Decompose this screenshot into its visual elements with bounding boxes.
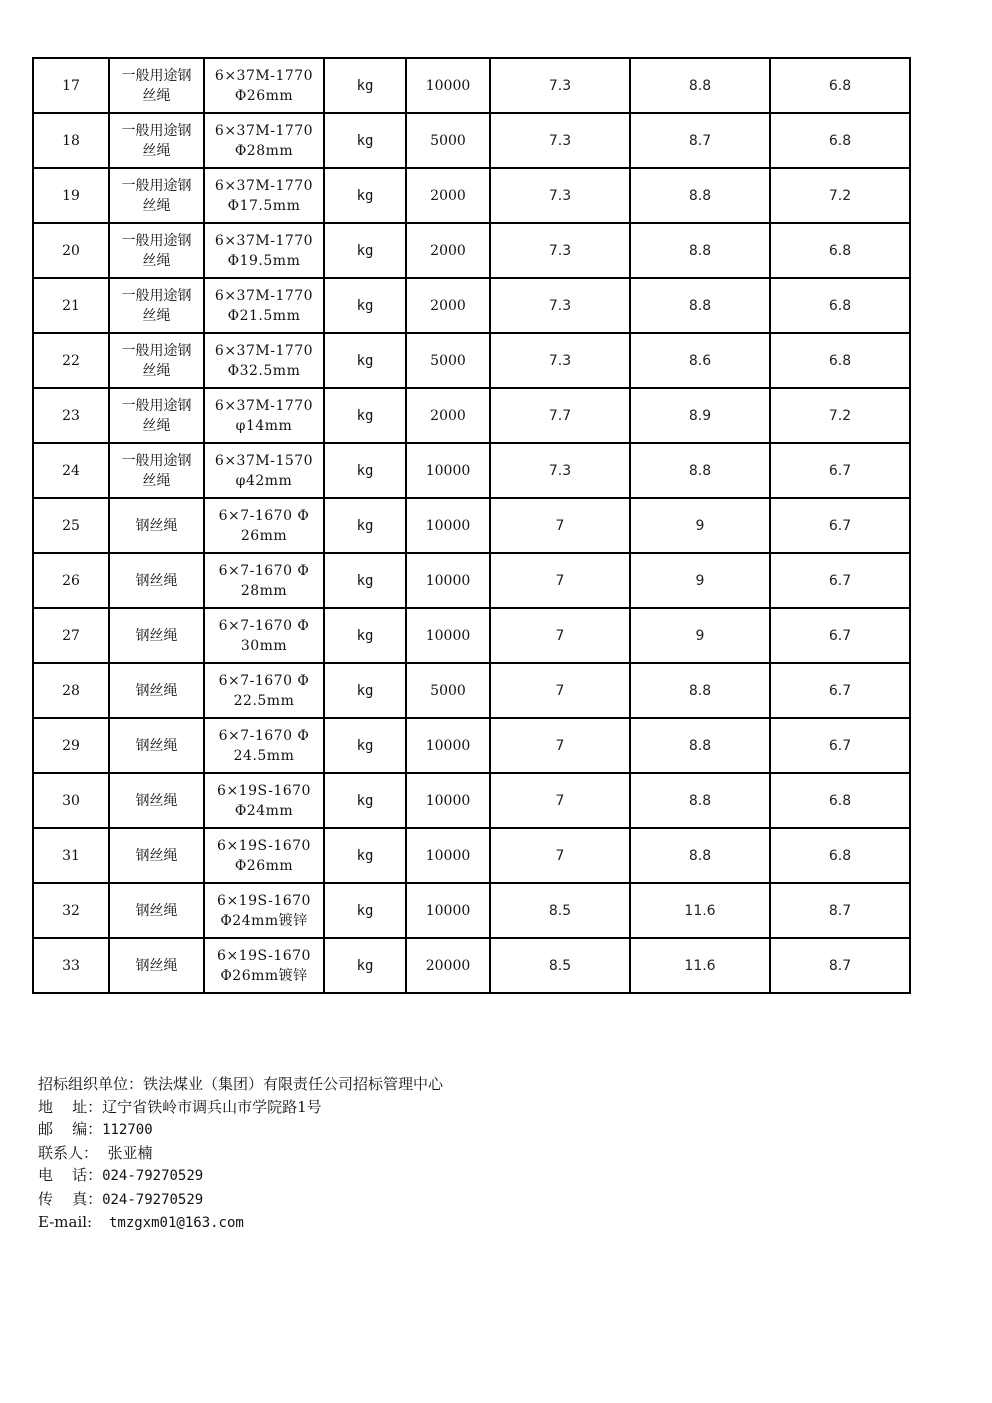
item-name xyxy=(109,773,204,828)
item-unit: kg xyxy=(324,663,406,718)
price-1: 7 xyxy=(490,718,630,773)
item-quantity: 10000 xyxy=(406,608,490,663)
item-name xyxy=(109,718,204,773)
item-name xyxy=(109,333,204,388)
price-2: 8.8 xyxy=(630,58,770,113)
contact-row xyxy=(38,1211,443,1235)
item-quantity: 2000 xyxy=(406,388,490,443)
price-3: 6.8 xyxy=(770,58,910,113)
item-spec xyxy=(204,773,324,828)
row-number: 31 xyxy=(33,828,109,883)
item-spec-line: Φ28mm xyxy=(234,142,294,159)
item-name-line: 一般用途钢 xyxy=(121,397,192,414)
item-spec-line: 6×7-1670 Φ xyxy=(218,672,310,689)
row-number: 19 xyxy=(33,168,109,223)
item-spec-line: 6×7-1670 Φ xyxy=(218,507,310,524)
row-number: 30 xyxy=(33,773,109,828)
item-spec-line: Φ21.5mm xyxy=(227,307,301,324)
item-unit: kg xyxy=(324,938,406,993)
price-3: 6.7 xyxy=(770,608,910,663)
price-1: 7 xyxy=(490,663,630,718)
contact-value: 112700 xyxy=(102,1122,153,1138)
table-row xyxy=(33,718,910,773)
item-unit: kg xyxy=(324,498,406,553)
price-3: 6.8 xyxy=(770,278,910,333)
contact-row xyxy=(38,1073,443,1096)
price-1: 7.7 xyxy=(490,388,630,443)
item-spec-line: 6×19S-1670 xyxy=(217,947,311,964)
price-table-body xyxy=(33,58,910,993)
item-spec-line: Φ26mm镀锌 xyxy=(220,967,308,984)
price-1: 8.5 xyxy=(490,883,630,938)
item-name xyxy=(109,58,204,113)
row-number: 28 xyxy=(33,663,109,718)
item-name-line: 丝绳 xyxy=(142,252,171,269)
item-name xyxy=(109,828,204,883)
table-row xyxy=(33,443,910,498)
item-name-line: 丝绳 xyxy=(142,362,171,379)
item-unit: kg xyxy=(324,773,406,828)
item-name-line: 丝绳 xyxy=(142,87,171,104)
contact-label: 邮 编： xyxy=(38,1120,103,1138)
row-number: 33 xyxy=(33,938,109,993)
item-spec xyxy=(204,883,324,938)
row-number: 18 xyxy=(33,113,109,168)
contact-value: tmzgxm01@163.com xyxy=(92,1215,244,1231)
item-spec-line: 6×37M-1770 xyxy=(214,342,314,359)
contact-value: 024-79270529 xyxy=(102,1191,204,1208)
row-number: 29 xyxy=(33,718,109,773)
price-3: 7.2 xyxy=(770,168,910,223)
price-2: 8.6 xyxy=(630,333,770,388)
table-row xyxy=(33,168,910,223)
item-spec xyxy=(204,938,324,993)
item-spec xyxy=(204,663,324,718)
item-unit: kg xyxy=(324,553,406,608)
item-spec-line: Φ19.5mm xyxy=(227,252,301,269)
item-spec-line: 6×19S-1670 xyxy=(217,837,311,854)
item-spec-line: φ42mm xyxy=(235,472,293,489)
price-3: 6.8 xyxy=(770,773,910,828)
price-2: 8.8 xyxy=(630,773,770,828)
item-spec-line: 6×19S-1670 xyxy=(217,782,311,799)
contact-label: 地 址： xyxy=(38,1097,103,1116)
item-name-line: 一般用途钢 xyxy=(121,287,192,304)
item-spec-line: 22.5mm xyxy=(233,692,295,709)
item-name-line: 一般用途钢 xyxy=(121,452,192,469)
price-2: 9 xyxy=(630,553,770,608)
price-2: 8.8 xyxy=(630,223,770,278)
price-1: 7.3 xyxy=(490,113,630,168)
item-name-line: 一般用途钢 xyxy=(121,67,192,84)
price-1: 7.3 xyxy=(490,443,630,498)
item-name xyxy=(109,113,204,168)
item-name-line: 钢丝绳 xyxy=(135,682,178,699)
price-2: 8.8 xyxy=(630,828,770,883)
table-row xyxy=(33,663,910,718)
item-unit: kg xyxy=(324,58,406,113)
item-name-line: 一般用途钢 xyxy=(121,177,192,194)
item-spec-line: 6×37M-1770 xyxy=(214,177,314,194)
item-name xyxy=(109,388,204,443)
item-name-line: 丝绳 xyxy=(142,417,171,434)
row-number: 32 xyxy=(33,883,109,938)
item-spec-line: Φ26mm xyxy=(234,857,294,874)
item-unit: kg xyxy=(324,168,406,223)
table-row xyxy=(33,388,910,443)
row-number: 25 xyxy=(33,498,109,553)
contact-value: 铁法煤业（集团）有限责任公司招标管理中心 xyxy=(143,1075,444,1093)
row-number: 20 xyxy=(33,223,109,278)
item-quantity: 10000 xyxy=(406,773,490,828)
price-1: 7.3 xyxy=(490,168,630,223)
price-1: 7 xyxy=(490,773,630,828)
table-row xyxy=(33,553,910,608)
table-row xyxy=(33,223,910,278)
item-spec-line: Φ24mm xyxy=(234,802,294,819)
item-spec-line: 6×37M-1770 xyxy=(214,122,314,139)
item-quantity: 5000 xyxy=(406,113,490,168)
item-quantity: 2000 xyxy=(406,278,490,333)
item-spec xyxy=(204,223,324,278)
item-unit: kg xyxy=(324,883,406,938)
row-number: 21 xyxy=(33,278,109,333)
price-1: 7 xyxy=(490,828,630,883)
item-spec xyxy=(204,553,324,608)
item-name-line: 钢丝绳 xyxy=(135,792,178,809)
price-3: 8.7 xyxy=(770,938,910,993)
contact-label: E-mail: xyxy=(38,1213,93,1231)
price-2: 8.8 xyxy=(630,663,770,718)
contact-row xyxy=(38,1096,443,1119)
row-number: 17 xyxy=(33,58,109,113)
item-unit: kg xyxy=(324,113,406,168)
item-quantity: 10000 xyxy=(406,828,490,883)
price-2: 8.7 xyxy=(630,113,770,168)
price-3: 8.7 xyxy=(770,883,910,938)
price-2: 11.6 xyxy=(630,883,770,938)
item-name-line: 一般用途钢 xyxy=(121,232,192,249)
row-number: 27 xyxy=(33,608,109,663)
price-3: 6.8 xyxy=(770,223,910,278)
item-name xyxy=(109,168,204,223)
item-unit: kg xyxy=(324,333,406,388)
contact-label: 电 话： xyxy=(38,1166,103,1184)
item-spec-line: 6×7-1670 Φ xyxy=(218,727,310,744)
price-2: 8.9 xyxy=(630,388,770,443)
contact-value: 024-79270529 xyxy=(102,1168,204,1184)
item-quantity: 2000 xyxy=(406,223,490,278)
price-3: 6.7 xyxy=(770,553,910,608)
item-spec xyxy=(204,113,324,168)
item-name-line: 钢丝绳 xyxy=(135,902,178,919)
item-spec-line: 24.5mm xyxy=(233,747,295,764)
item-spec-line: 6×7-1670 Φ xyxy=(218,562,310,579)
item-unit: kg xyxy=(324,608,406,663)
price-3: 6.8 xyxy=(770,113,910,168)
item-spec-line: 6×37M-1770 xyxy=(214,397,314,414)
contact-label: 传 真： xyxy=(38,1189,103,1208)
table-row xyxy=(33,938,910,993)
item-spec-line: 6×37M-1770 xyxy=(214,67,314,84)
item-name-line: 丝绳 xyxy=(142,472,171,489)
price-3: 6.8 xyxy=(770,333,910,388)
item-spec xyxy=(204,168,324,223)
item-name-line: 一般用途钢 xyxy=(121,342,192,359)
item-quantity: 20000 xyxy=(406,938,490,993)
table-row xyxy=(33,773,910,828)
item-spec-line: Φ26mm xyxy=(234,87,294,104)
item-spec-line: 6×19S-1670 xyxy=(217,892,311,909)
price-1: 7.3 xyxy=(490,278,630,333)
item-unit: kg xyxy=(324,388,406,443)
item-name-line: 钢丝绳 xyxy=(135,517,178,534)
item-spec-line: 30mm xyxy=(240,637,288,654)
item-unit: kg xyxy=(324,278,406,333)
price-2: 8.8 xyxy=(630,443,770,498)
item-spec xyxy=(204,58,324,113)
price-1: 7 xyxy=(490,608,630,663)
item-quantity: 10000 xyxy=(406,883,490,938)
row-number: 26 xyxy=(33,553,109,608)
item-name-line: 丝绳 xyxy=(142,197,171,214)
price-2: 11.6 xyxy=(630,938,770,993)
item-spec xyxy=(204,498,324,553)
table-row xyxy=(33,608,910,663)
price-3: 7.2 xyxy=(770,388,910,443)
item-quantity: 10000 xyxy=(406,553,490,608)
price-2: 9 xyxy=(630,498,770,553)
item-name-line: 一般用途钢 xyxy=(121,122,192,139)
item-spec-line: Φ24mm镀锌 xyxy=(220,912,308,929)
item-name xyxy=(109,553,204,608)
item-spec-line: 28mm xyxy=(240,582,288,599)
table-row xyxy=(33,883,910,938)
price-1: 8.5 xyxy=(490,938,630,993)
item-quantity: 5000 xyxy=(406,333,490,388)
item-name xyxy=(109,443,204,498)
item-spec-line: 6×37M-1570 xyxy=(214,452,314,469)
item-name-line: 钢丝绳 xyxy=(135,957,178,974)
item-name-line: 丝绳 xyxy=(142,307,171,324)
item-spec xyxy=(204,333,324,388)
item-name xyxy=(109,883,204,938)
item-name xyxy=(109,608,204,663)
item-spec xyxy=(204,443,324,498)
contact-row xyxy=(38,1164,443,1188)
item-quantity: 10000 xyxy=(406,498,490,553)
contact-row xyxy=(38,1118,443,1142)
item-quantity: 2000 xyxy=(406,168,490,223)
item-spec-line: Φ17.5mm xyxy=(227,197,301,214)
price-3: 6.7 xyxy=(770,498,910,553)
item-name xyxy=(109,663,204,718)
contact-label: 招标组织单位： xyxy=(38,1075,144,1093)
item-unit: kg xyxy=(324,718,406,773)
price-2: 8.8 xyxy=(630,718,770,773)
table-row xyxy=(33,828,910,883)
row-number: 24 xyxy=(33,443,109,498)
item-spec-line: 26mm xyxy=(240,527,288,544)
item-spec xyxy=(204,608,324,663)
contact-row xyxy=(38,1142,443,1165)
item-spec xyxy=(204,828,324,883)
contact-value: 张亚楠 xyxy=(98,1143,153,1162)
item-quantity: 10000 xyxy=(406,58,490,113)
item-quantity: 10000 xyxy=(406,718,490,773)
table-row xyxy=(33,333,910,388)
item-name-line: 丝绳 xyxy=(142,142,171,159)
price-2: 9 xyxy=(630,608,770,663)
contact-row xyxy=(38,1188,443,1212)
price-1: 7 xyxy=(490,553,630,608)
price-1: 7 xyxy=(490,498,630,553)
item-name xyxy=(109,938,204,993)
item-spec-line: φ14mm xyxy=(235,417,293,434)
table-row xyxy=(33,58,910,113)
price-2: 8.8 xyxy=(630,168,770,223)
item-name xyxy=(109,278,204,333)
table-row xyxy=(33,498,910,553)
item-name-line: 钢丝绳 xyxy=(135,627,178,644)
item-name-line: 钢丝绳 xyxy=(135,572,178,589)
item-unit: kg xyxy=(324,223,406,278)
item-spec-line: Φ32.5mm xyxy=(227,362,301,379)
item-quantity: 10000 xyxy=(406,443,490,498)
item-name-line: 钢丝绳 xyxy=(135,737,178,754)
item-name xyxy=(109,498,204,553)
item-spec-line: 6×37M-1770 xyxy=(214,232,314,249)
item-unit: kg xyxy=(324,443,406,498)
item-spec xyxy=(204,388,324,443)
item-name xyxy=(109,223,204,278)
item-unit: kg xyxy=(324,828,406,883)
price-3: 6.8 xyxy=(770,828,910,883)
table-row xyxy=(33,113,910,168)
contact-info xyxy=(38,1073,443,1235)
price-3: 6.7 xyxy=(770,443,910,498)
contact-label: 联系人： xyxy=(38,1143,99,1162)
item-spec-line: 6×7-1670 Φ xyxy=(218,617,310,634)
row-number: 22 xyxy=(33,333,109,388)
item-spec xyxy=(204,278,324,333)
table-row xyxy=(33,278,910,333)
item-quantity: 5000 xyxy=(406,663,490,718)
price-3: 6.7 xyxy=(770,663,910,718)
item-spec-line: 6×37M-1770 xyxy=(214,287,314,304)
price-table xyxy=(32,57,911,994)
price-2: 8.8 xyxy=(630,278,770,333)
contact-value: 辽宁省铁岭市调兵山市学院路1号 xyxy=(102,1097,322,1116)
price-1: 7.3 xyxy=(490,58,630,113)
price-3: 6.7 xyxy=(770,718,910,773)
item-spec xyxy=(204,718,324,773)
price-1: 7.3 xyxy=(490,223,630,278)
item-name-line: 钢丝绳 xyxy=(135,847,178,864)
price-1: 7.3 xyxy=(490,333,630,388)
row-number: 23 xyxy=(33,388,109,443)
